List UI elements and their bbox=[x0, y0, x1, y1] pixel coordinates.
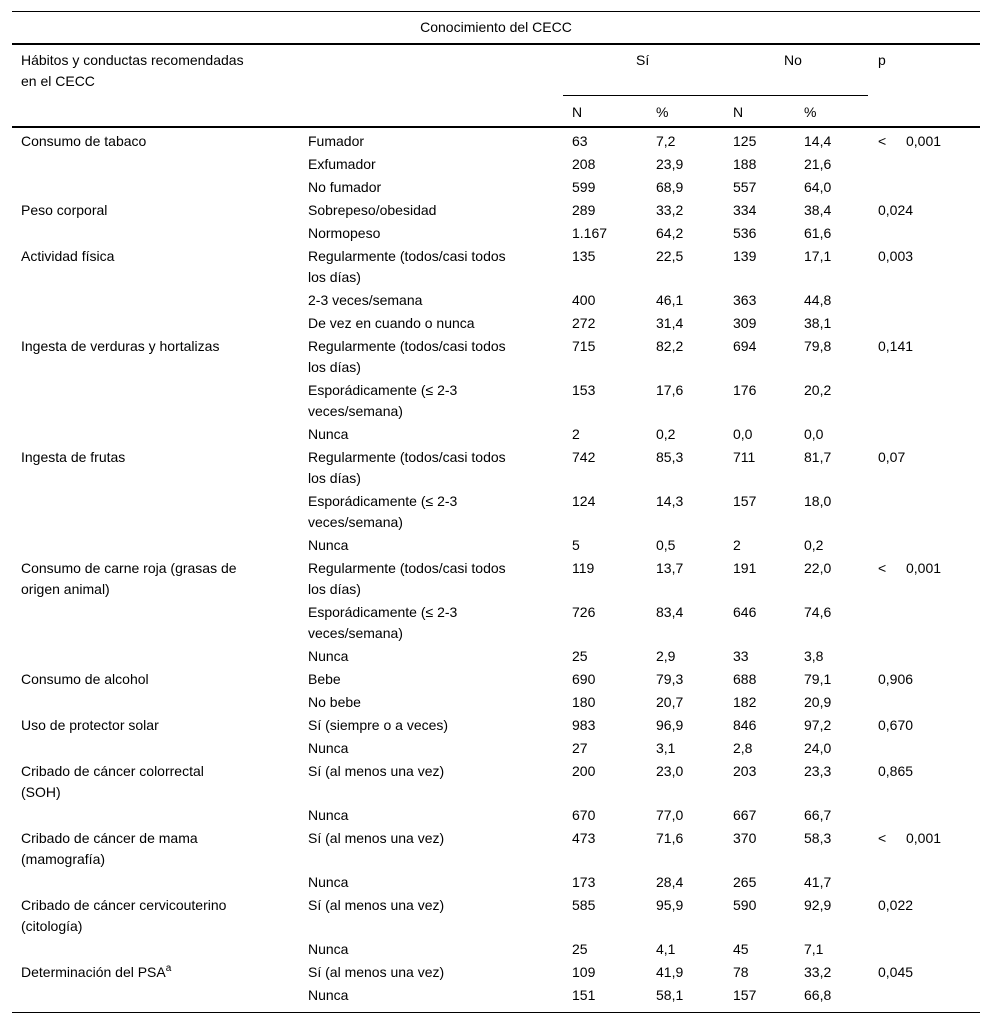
si-n-cell: 983 bbox=[572, 717, 596, 733]
si-pct-cell: 33,2 bbox=[656, 202, 684, 218]
p-value-cell: < bbox=[878, 133, 887, 149]
super-header: Conocimiento del CECC bbox=[420, 19, 572, 35]
no-pct-cell: 33,2 bbox=[804, 964, 832, 980]
si-pct-cell: 58,1 bbox=[656, 987, 684, 1003]
si-n-cell: 25 bbox=[572, 941, 588, 957]
category-label: Normopeso bbox=[308, 225, 381, 241]
category-label: Nunca bbox=[308, 537, 349, 553]
p-value-cell: < bbox=[878, 560, 887, 576]
bottom-rule bbox=[12, 1012, 980, 1013]
no-n-cell: 2 bbox=[733, 537, 741, 553]
category-label: Sobrepeso/obesidad bbox=[308, 202, 437, 218]
si-pct-cell: 20,7 bbox=[656, 694, 684, 710]
si-n-cell: 272 bbox=[572, 315, 596, 331]
category-label: los días) bbox=[308, 470, 361, 486]
no-pct-cell: 41,7 bbox=[804, 874, 832, 890]
p-value-cell: 0,024 bbox=[878, 202, 914, 218]
p-value-cell: 0,003 bbox=[878, 248, 914, 264]
habit-label: origen animal) bbox=[21, 581, 110, 597]
si-pct-cell: 82,2 bbox=[656, 338, 684, 354]
si-pct-cell: 23,0 bbox=[656, 763, 684, 779]
no-n-cell: 688 bbox=[733, 671, 757, 687]
no-n-cell: 157 bbox=[733, 987, 757, 1003]
category-label: Esporádicamente (≤ 2-3 bbox=[308, 493, 458, 509]
group-rule bbox=[563, 95, 868, 96]
no-n-cell: 33 bbox=[733, 648, 749, 664]
si-pct-cell: 7,2 bbox=[656, 133, 676, 149]
si-n-cell: 715 bbox=[572, 338, 596, 354]
category-label: Esporádicamente (≤ 2-3 bbox=[308, 382, 458, 398]
no-pct-cell: 92,9 bbox=[804, 897, 832, 913]
no-pct-cell: 14,4 bbox=[804, 133, 832, 149]
body-rule bbox=[12, 126, 980, 128]
habit-label: (SOH) bbox=[21, 784, 61, 800]
habit-label: Consumo de tabaco bbox=[21, 133, 147, 149]
category-label: Regularmente (todos/casi todos bbox=[308, 338, 506, 354]
si-n-header: N bbox=[572, 104, 583, 120]
category-label: veces/semana) bbox=[308, 514, 403, 530]
si-n-cell: 135 bbox=[572, 248, 596, 264]
no-pct-cell: 66,7 bbox=[804, 807, 832, 823]
no-pct-cell: 22,0 bbox=[804, 560, 832, 576]
p-value-cell: 0,022 bbox=[878, 897, 914, 913]
category-label: Exfumador bbox=[308, 156, 376, 172]
no-pct-cell: 97,2 bbox=[804, 717, 832, 733]
no-pct-header: % bbox=[804, 104, 817, 120]
si-pct-cell: 3,1 bbox=[656, 740, 676, 756]
no-pct-cell: 61,6 bbox=[804, 225, 832, 241]
si-pct-cell: 17,6 bbox=[656, 382, 684, 398]
no-pct-cell: 17,1 bbox=[804, 248, 832, 264]
si-n-cell: 180 bbox=[572, 694, 596, 710]
category-label: Regularmente (todos/casi todos bbox=[308, 248, 506, 264]
si-n-cell: 289 bbox=[572, 202, 596, 218]
no-pct-cell: 81,7 bbox=[804, 449, 832, 465]
si-pct-cell: 96,9 bbox=[656, 717, 684, 733]
p-value-cell: 0,906 bbox=[878, 671, 914, 687]
category-label: Esporádicamente (≤ 2-3 bbox=[308, 604, 458, 620]
si-pct-cell: 83,4 bbox=[656, 604, 684, 620]
no-n-cell: 309 bbox=[733, 315, 757, 331]
si-pct-header: % bbox=[656, 104, 669, 120]
no-pct-cell: 7,1 bbox=[804, 941, 824, 957]
habit-label: (citología) bbox=[21, 918, 83, 934]
no-n-cell: 334 bbox=[733, 202, 757, 218]
si-n-cell: 109 bbox=[572, 964, 596, 980]
category-label: No fumador bbox=[308, 179, 382, 195]
no-n-cell: 363 bbox=[733, 292, 757, 308]
no-pct-cell: 18,0 bbox=[804, 493, 832, 509]
si-n-cell: 151 bbox=[572, 987, 596, 1003]
no-n-cell: 711 bbox=[733, 449, 756, 465]
habit-label: Uso de protector solar bbox=[21, 717, 159, 733]
si-n-cell: 124 bbox=[572, 493, 596, 509]
si-pct-cell: 23,9 bbox=[656, 156, 684, 172]
si-n-cell: 726 bbox=[572, 604, 596, 620]
si-n-cell: 208 bbox=[572, 156, 596, 172]
no-n-cell: 45 bbox=[733, 941, 749, 957]
habit-label: Actividad física bbox=[21, 248, 115, 264]
no-n-cell: 2,8 bbox=[733, 740, 753, 756]
no-n-cell: 557 bbox=[733, 179, 757, 195]
habit-label: Cribado de cáncer cervicouterino bbox=[21, 897, 227, 913]
si-pct-cell: 64,2 bbox=[656, 225, 684, 241]
habit-header-line1: Hábitos y conductas recomendadas bbox=[21, 52, 244, 68]
category-label: Sí (al menos una vez) bbox=[308, 897, 445, 913]
no-n-cell: 78 bbox=[733, 964, 749, 980]
category-label: Bebe bbox=[308, 671, 341, 687]
si-n-cell: 153 bbox=[572, 382, 596, 398]
category-label: Sí (al menos una vez) bbox=[308, 763, 445, 779]
no-n-cell: 139 bbox=[733, 248, 757, 264]
si-pct-cell: 22,5 bbox=[656, 248, 684, 264]
category-label: Sí (al menos una vez) bbox=[308, 964, 445, 980]
no-pct-cell: 38,4 bbox=[804, 202, 832, 218]
no-pct-cell: 21,6 bbox=[804, 156, 832, 172]
no-n-cell: 694 bbox=[733, 338, 757, 354]
no-pct-cell: 74,6 bbox=[804, 604, 832, 620]
habit-header-line2: en el CECC bbox=[21, 73, 95, 89]
no-n-cell: 536 bbox=[733, 225, 757, 241]
no-pct-cell: 23,3 bbox=[804, 763, 832, 779]
no-n-cell: 191 bbox=[733, 560, 757, 576]
category-label: Regularmente (todos/casi todos bbox=[308, 449, 506, 465]
no-pct-cell: 38,1 bbox=[804, 315, 832, 331]
category-label: los días) bbox=[308, 269, 361, 285]
footnote-marker: a bbox=[165, 963, 172, 974]
no-pct-cell: 79,1 bbox=[804, 671, 832, 687]
p-value-cell: 0,001 bbox=[906, 560, 942, 576]
category-label: los días) bbox=[308, 581, 361, 597]
p-value-cell: 0,670 bbox=[878, 717, 914, 733]
si-n-cell: 25 bbox=[572, 648, 588, 664]
category-label: No bebe bbox=[308, 694, 361, 710]
group-no-header: No bbox=[784, 52, 802, 68]
no-n-cell: 846 bbox=[733, 717, 757, 733]
habit-label: Ingesta de verduras y hortalizas bbox=[21, 338, 220, 354]
no-pct-cell: 58,3 bbox=[804, 830, 832, 846]
no-pct-cell: 20,2 bbox=[804, 382, 832, 398]
category-label: Nunca bbox=[308, 740, 349, 756]
p-value-cell: 0,001 bbox=[906, 830, 942, 846]
si-pct-cell: 14,3 bbox=[656, 493, 684, 509]
category-label: Nunca bbox=[308, 941, 349, 957]
p-value-cell: 0,045 bbox=[878, 964, 914, 980]
habit-label: Ingesta de frutas bbox=[21, 449, 126, 465]
no-n-cell: 590 bbox=[733, 897, 757, 913]
no-n-cell: 265 bbox=[733, 874, 757, 890]
si-pct-cell: 4,1 bbox=[656, 941, 676, 957]
si-pct-cell: 28,4 bbox=[656, 874, 684, 890]
no-n-cell: 125 bbox=[733, 133, 757, 149]
category-label: Nunca bbox=[308, 874, 349, 890]
habit-label: (mamografía) bbox=[21, 851, 106, 867]
p-value-cell: 0,001 bbox=[906, 133, 942, 149]
no-n-cell: 188 bbox=[733, 156, 757, 172]
si-pct-cell: 2,9 bbox=[656, 648, 676, 664]
no-n-cell: 370 bbox=[733, 830, 757, 846]
si-n-cell: 400 bbox=[572, 292, 596, 308]
si-n-cell: 690 bbox=[572, 671, 596, 687]
si-pct-cell: 68,9 bbox=[656, 179, 684, 195]
si-pct-cell: 71,6 bbox=[656, 830, 684, 846]
category-label: los días) bbox=[308, 359, 361, 375]
no-n-cell: 203 bbox=[733, 763, 757, 779]
no-pct-cell: 44,8 bbox=[804, 292, 832, 308]
no-pct-cell: 20,9 bbox=[804, 694, 832, 710]
category-label: Fumador bbox=[308, 133, 365, 149]
top-rule bbox=[12, 11, 980, 12]
habit-label: Cribado de cáncer colorrectal bbox=[21, 763, 204, 779]
si-n-cell: 200 bbox=[572, 763, 596, 779]
habit-label: Consumo de carne roja (grasas de bbox=[21, 560, 237, 576]
category-label: Nunca bbox=[308, 807, 349, 823]
category-label: Nunca bbox=[308, 426, 349, 442]
no-n-cell: 176 bbox=[733, 382, 757, 398]
category-label: Nunca bbox=[308, 987, 349, 1003]
no-pct-cell: 24,0 bbox=[804, 740, 832, 756]
si-n-cell: 473 bbox=[572, 830, 596, 846]
si-n-cell: 670 bbox=[572, 807, 596, 823]
no-pct-cell: 0,2 bbox=[804, 537, 824, 553]
p-value-cell: 0,865 bbox=[878, 763, 914, 779]
no-n-cell: 0,0 bbox=[733, 426, 753, 442]
no-pct-cell: 0,0 bbox=[804, 426, 824, 442]
si-pct-cell: 79,3 bbox=[656, 671, 684, 687]
si-n-cell: 63 bbox=[572, 133, 588, 149]
category-label: De vez en cuando o nunca bbox=[308, 315, 475, 331]
habit-label: Peso corporal bbox=[21, 202, 108, 218]
no-n-cell: 667 bbox=[733, 807, 757, 823]
si-n-cell: 173 bbox=[572, 874, 596, 890]
category-label: Nunca bbox=[308, 648, 349, 664]
category-label: Regularmente (todos/casi todos bbox=[308, 560, 506, 576]
si-n-cell: 1.167 bbox=[572, 225, 608, 241]
si-n-cell: 5 bbox=[572, 537, 580, 553]
category-label: Sí (al menos una vez) bbox=[308, 830, 445, 846]
si-pct-cell: 77,0 bbox=[656, 807, 684, 823]
header-rule bbox=[12, 43, 980, 45]
group-si-header: Sí bbox=[636, 52, 650, 68]
no-pct-cell: 66,8 bbox=[804, 987, 832, 1003]
si-n-cell: 599 bbox=[572, 179, 596, 195]
no-pct-cell: 79,8 bbox=[804, 338, 832, 354]
no-n-cell: 646 bbox=[733, 604, 757, 620]
p-value-cell: < bbox=[878, 830, 887, 846]
no-pct-cell: 64,0 bbox=[804, 179, 832, 195]
si-pct-cell: 41,9 bbox=[656, 964, 684, 980]
si-pct-cell: 13,7 bbox=[656, 560, 684, 576]
habit-label: Determinación del PSA$^a$ bbox=[21, 963, 172, 980]
p-value-cell: 0,141 bbox=[878, 338, 914, 354]
habit-label: Cribado de cáncer de mama bbox=[21, 830, 198, 846]
si-pct-cell: 31,4 bbox=[656, 315, 684, 331]
no-n-cell: 157 bbox=[733, 493, 757, 509]
category-label: veces/semana) bbox=[308, 403, 403, 419]
category-label: Sí (siempre o a veces) bbox=[308, 717, 449, 733]
si-pct-cell: 95,9 bbox=[656, 897, 684, 913]
si-n-cell: 742 bbox=[572, 449, 596, 465]
no-pct-cell: 3,8 bbox=[804, 648, 824, 664]
si-pct-cell: 46,1 bbox=[656, 292, 684, 308]
si-n-cell: 27 bbox=[572, 740, 588, 756]
p-value-cell: 0,07 bbox=[878, 449, 906, 465]
habit-label: Consumo de alcohol bbox=[21, 671, 149, 687]
category-label: veces/semana) bbox=[308, 625, 403, 641]
si-n-cell: 585 bbox=[572, 897, 596, 913]
category-label: 2-3 veces/semana bbox=[308, 292, 423, 308]
si-n-cell: 119 bbox=[572, 560, 595, 576]
si-n-cell: 2 bbox=[572, 426, 580, 442]
si-pct-cell: 85,3 bbox=[656, 449, 684, 465]
no-n-header: N bbox=[733, 104, 744, 120]
si-pct-cell: 0,2 bbox=[656, 426, 676, 442]
si-pct-cell: 0,5 bbox=[656, 537, 676, 553]
no-n-cell: 182 bbox=[733, 694, 757, 710]
p-header: p bbox=[878, 52, 886, 68]
